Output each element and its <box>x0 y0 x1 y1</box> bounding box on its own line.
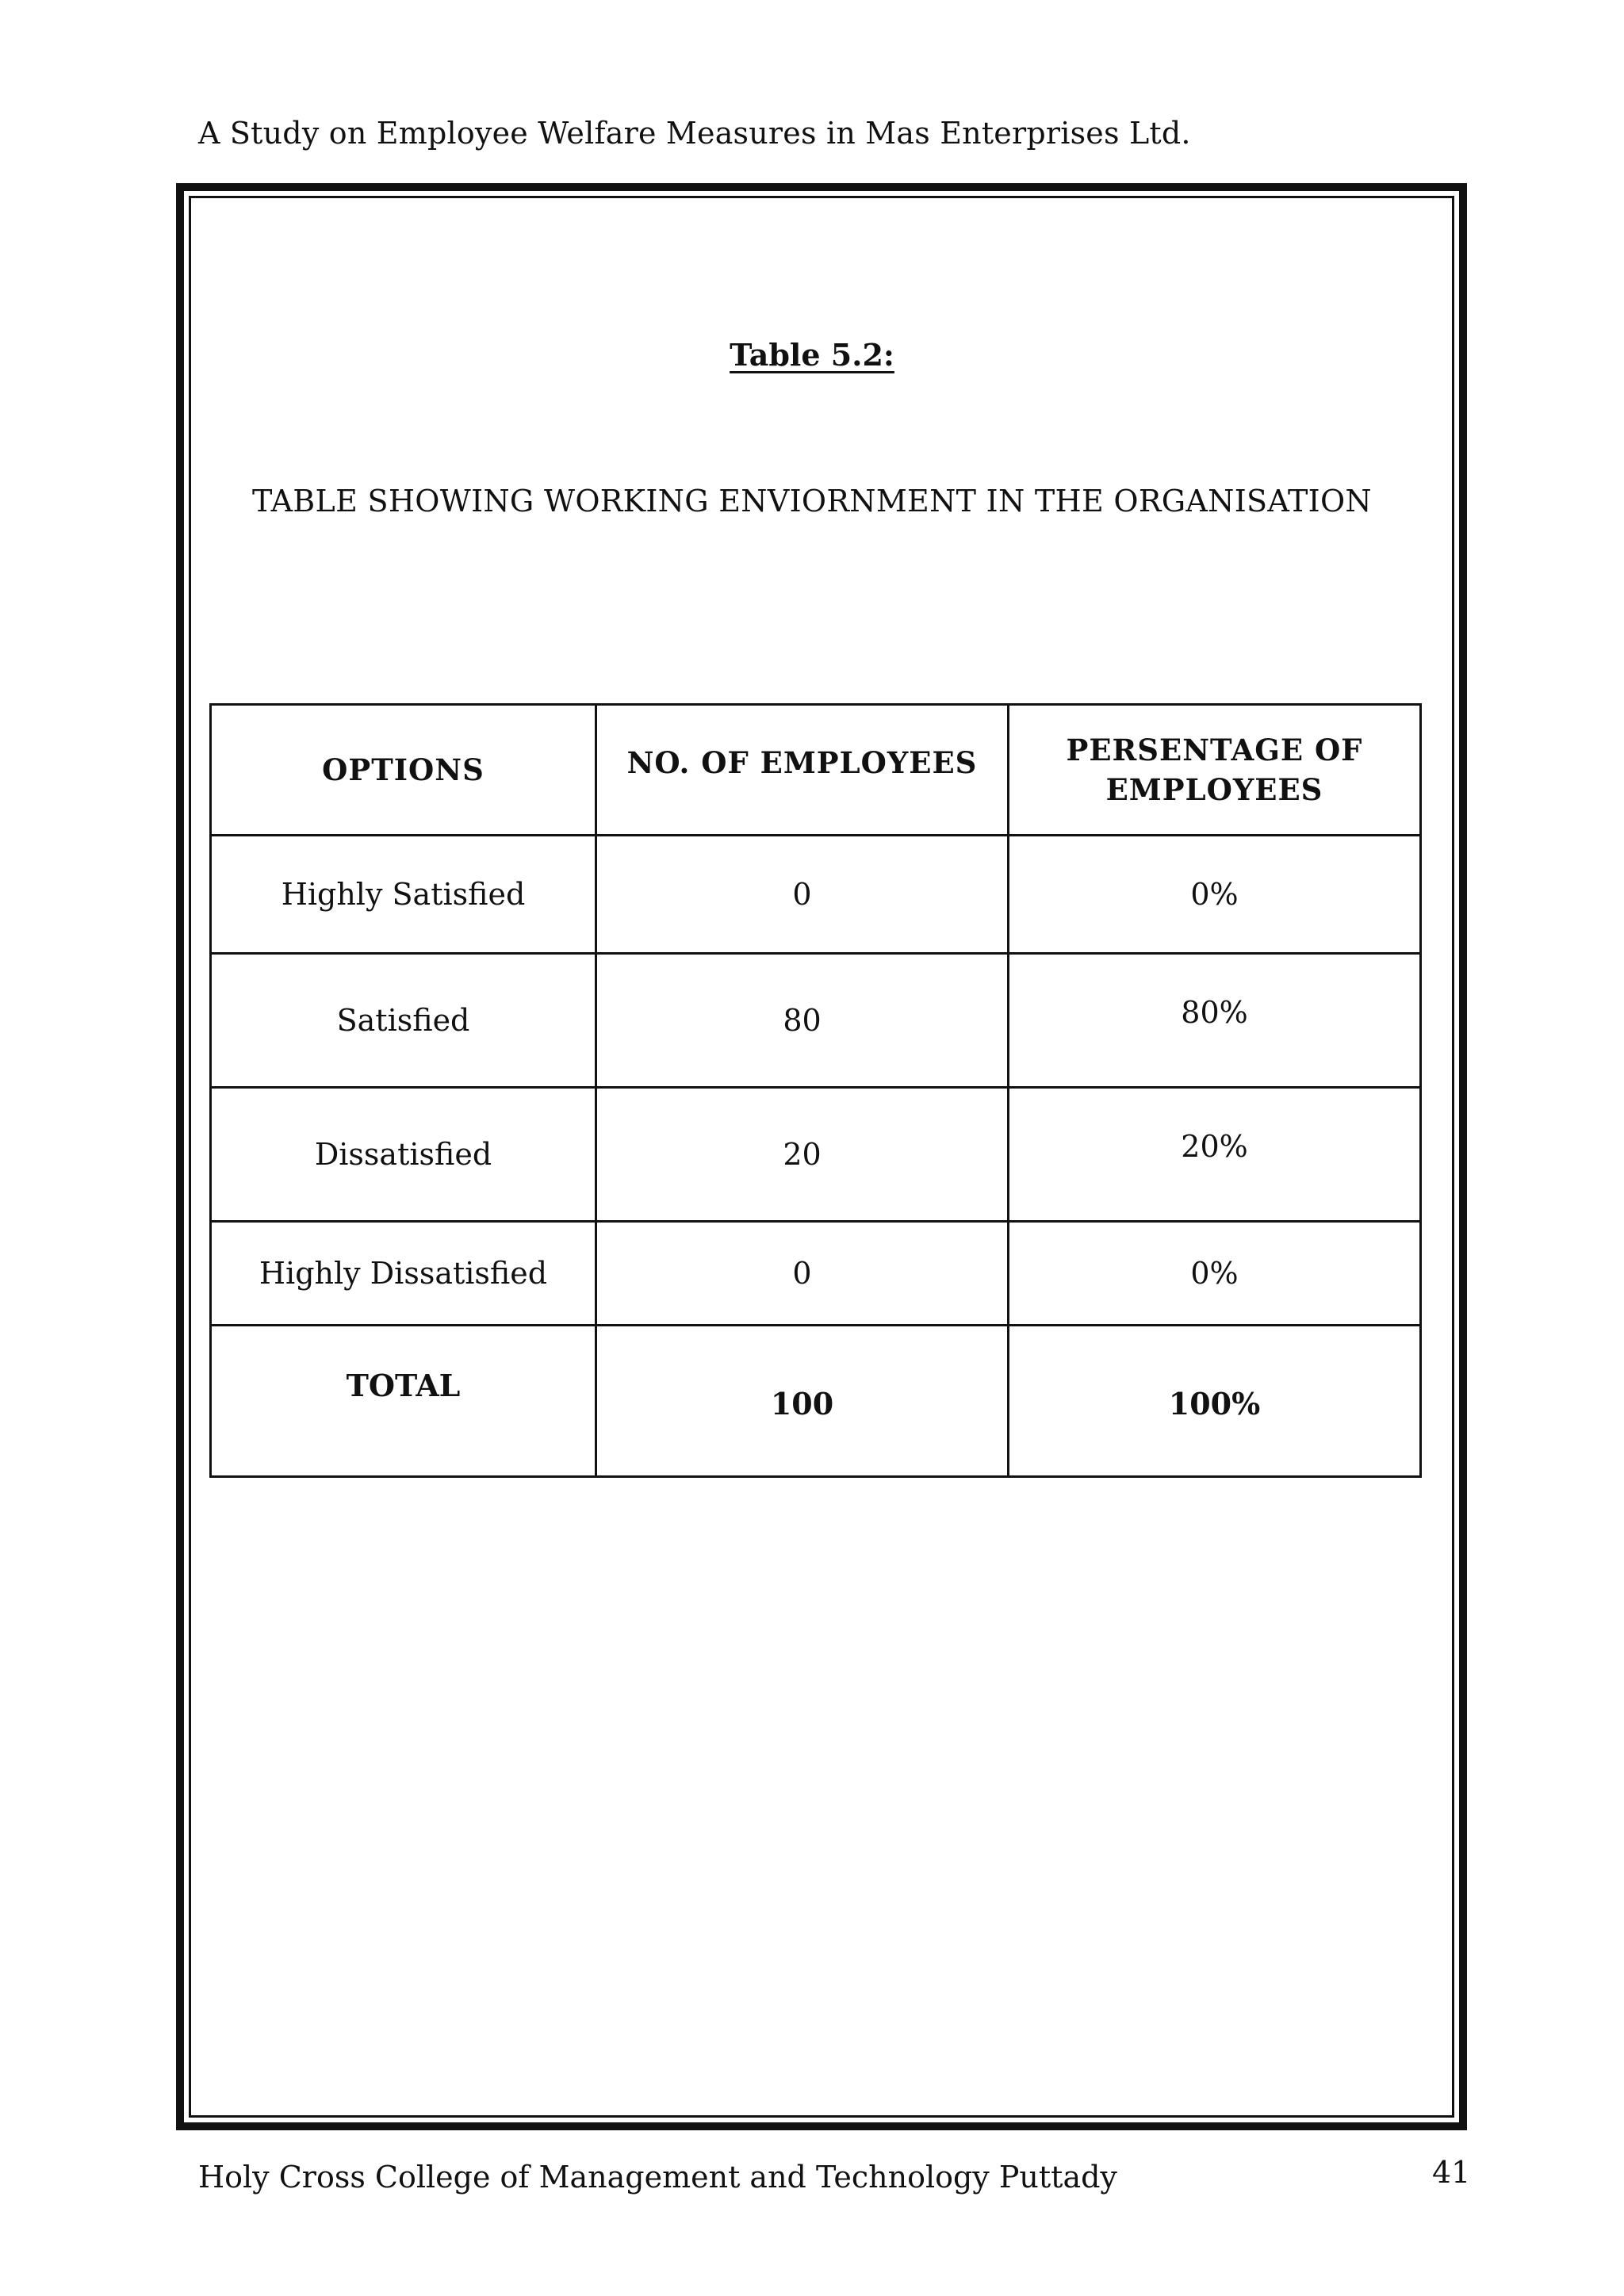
column-header-count: NO. OF EMPLOYEES <box>596 705 1009 836</box>
percent-cell: 0% <box>1009 836 1421 954</box>
option-cell: Highly Satisfied <box>211 836 596 954</box>
count-cell: 0 <box>596 1222 1009 1326</box>
table-header-row <box>211 705 1421 836</box>
table-number-text: Table 5.2: <box>730 337 894 373</box>
data-table <box>209 703 1422 1478</box>
percent-cell: 20% <box>1009 1088 1421 1222</box>
option-cell: Highly Dissatisfied <box>211 1222 596 1326</box>
option-cell: Dissatisfied <box>211 1088 596 1222</box>
table-row <box>211 836 1421 954</box>
table-row <box>211 1222 1421 1326</box>
column-header-percentage: PERSENTAGE OF EMPLOYEES <box>1009 705 1421 836</box>
count-cell: 0 <box>596 836 1009 954</box>
percent-cell: 80% <box>1009 954 1421 1088</box>
total-count-cell: 100 <box>596 1326 1009 1477</box>
table-total-row <box>211 1326 1421 1477</box>
table-row <box>211 954 1421 1088</box>
running-footer: Holy Cross College of Management and Technology Puttady <box>198 2160 1117 2195</box>
table-caption: TABLE SHOWING WORKING ENVIORNMENT IN THE ORGANISATION <box>252 484 1372 519</box>
total-percent-cell: 100% <box>1009 1326 1421 1477</box>
page-number: 41 <box>1432 2155 1471 2190</box>
table-number <box>0 337 1624 373</box>
table-row <box>211 1088 1421 1222</box>
option-cell: Satisfied <box>211 954 596 1088</box>
running-header: A Study on Employee Welfare Measures in Mas Enterprises Ltd. <box>198 116 1191 151</box>
column-header-options: OPTIONS <box>211 705 596 836</box>
total-label-cell: TOTAL <box>211 1326 596 1477</box>
count-cell: 80 <box>596 954 1009 1088</box>
count-cell: 20 <box>596 1088 1009 1222</box>
percent-cell: 0% <box>1009 1222 1421 1326</box>
